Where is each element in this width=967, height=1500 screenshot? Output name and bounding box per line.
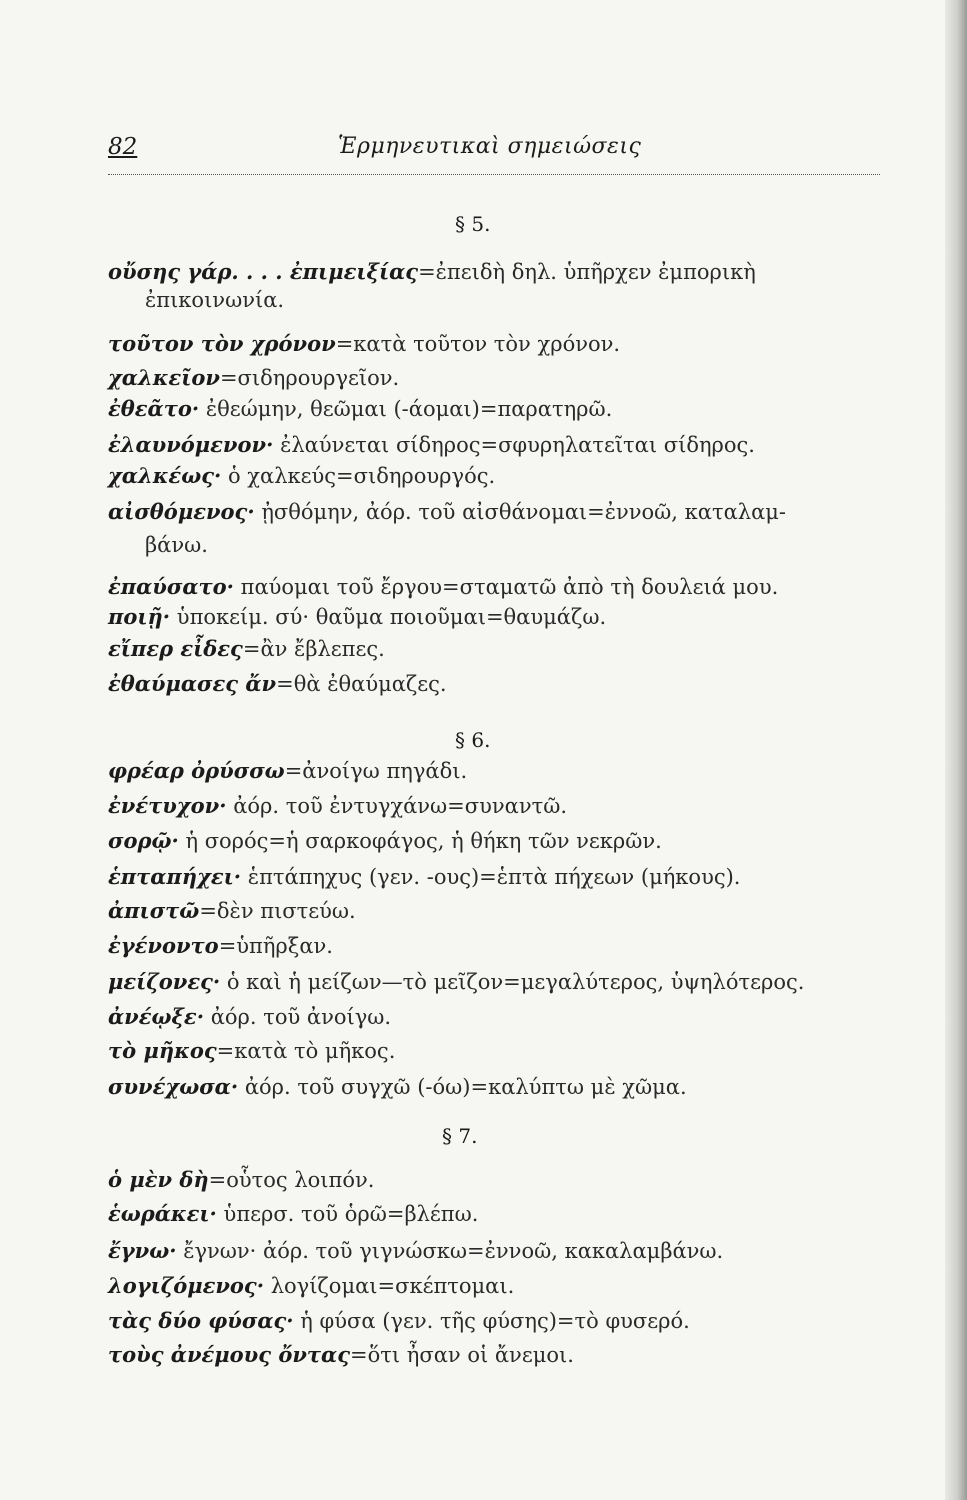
section-heading: § 6. bbox=[455, 728, 491, 752]
gloss-term: ποιῇ· bbox=[108, 604, 171, 629]
gloss-line bbox=[108, 603, 606, 631]
gloss-line bbox=[108, 1073, 687, 1101]
gloss-line bbox=[108, 863, 740, 891]
gloss-term: ἀπιστῶ bbox=[108, 898, 200, 923]
gloss-definition: ἔγνων· ἀόρ. τοῦ γιγνώσκω=ἐννοῶ, κακαλαμβάνω. bbox=[176, 1239, 724, 1263]
gloss-term: ἑπταπήχει· bbox=[108, 864, 242, 889]
page-edge-shadow bbox=[945, 0, 967, 1500]
gloss-line bbox=[108, 1200, 478, 1228]
gloss-line bbox=[108, 1341, 574, 1369]
gloss-definition: ὁ χαλκεύς=σιδηρουργός. bbox=[221, 464, 496, 488]
gloss-term: φρέαρ ὀρύσσω bbox=[108, 758, 285, 783]
gloss-definition: ἡ σορός=ἡ σαρκοφάγος, ἡ θήκη τῶν νεκρῶν. bbox=[178, 829, 662, 853]
gloss-line bbox=[108, 395, 612, 423]
gloss-definition: =σιδηρουργεῖον. bbox=[219, 366, 400, 390]
gloss-term: λογιζόμενος· bbox=[108, 1273, 265, 1298]
gloss-line bbox=[108, 1307, 690, 1335]
gloss-term: ἐνέτυχον· bbox=[108, 793, 227, 818]
gloss-definition: ἡ φύσα (γεν. τῆς φύσης)=τὸ φυσερό. bbox=[293, 1309, 690, 1333]
gloss-term: ἐλαυνόμενον· bbox=[108, 432, 274, 457]
gloss-definition: =δὲν πιστεύω. bbox=[199, 899, 356, 923]
gloss-term: μείζονες· bbox=[108, 969, 221, 994]
gloss-definition: ᾐσθόμην, ἀόρ. τοῦ αἰσθάνομαι=ἐννοῶ, καταλαμ- bbox=[254, 500, 786, 524]
gloss-line bbox=[108, 462, 495, 490]
gloss-line bbox=[108, 1237, 723, 1265]
gloss-term: τοὺς ἀνέμους ὄντας bbox=[108, 1342, 351, 1367]
gloss-term: τὰς δύο φύσας· bbox=[108, 1308, 294, 1333]
gloss-definition: =κατὰ τὸ μῆκος. bbox=[216, 1039, 396, 1063]
gloss-line bbox=[108, 1272, 514, 1300]
gloss-term: οὔσης γάρ. . . . ἐπιμειξίας bbox=[108, 259, 419, 284]
gloss-definition: λογίζομαι=σκέπτομαι. bbox=[264, 1274, 515, 1298]
gloss-term: χαλκεῖον bbox=[108, 365, 220, 390]
page-header bbox=[108, 126, 880, 175]
gloss-line bbox=[108, 364, 399, 392]
gloss-definition: ὁ καὶ ἡ μείζων—τὸ μεῖζον=μεγαλύτερος, ὑψηλότερος. bbox=[220, 970, 805, 994]
gloss-definition: παύομαι τοῦ ἔργου=σταματῶ ἀπὸ τὴ δουλειά μου. bbox=[233, 575, 779, 599]
gloss-line bbox=[145, 531, 208, 559]
gloss-line bbox=[108, 573, 778, 601]
gloss-line bbox=[108, 827, 662, 855]
page-number: 82 bbox=[108, 134, 138, 160]
gloss-term: ἐθαύμασες ἄν bbox=[108, 671, 277, 696]
gloss-line bbox=[108, 968, 804, 996]
gloss-definition: =οὗτος λοιπόν. bbox=[208, 1168, 375, 1192]
gloss-definition: =θὰ ἐθαύμαζες. bbox=[276, 672, 447, 696]
gloss-term: ἐπαύσατο· bbox=[108, 574, 234, 599]
gloss-definition: ἑπτάπηχυς (γεν. -ους)=ἑπτὰ πήχεων (μήκους). bbox=[241, 865, 741, 889]
gloss-line bbox=[108, 1003, 391, 1031]
gloss-definition: ἐθεώμην, θεῶμαι (-άομαι)=παρατηρῶ. bbox=[199, 397, 613, 421]
gloss-line bbox=[108, 498, 786, 526]
gloss-definition: ὑποκείμ. σύ· θαῦμα ποιοῦμαι=θαυμάζω. bbox=[170, 605, 607, 629]
gloss-definition: =ὅτι ἦσαν οἱ ἄνεμοι. bbox=[350, 1343, 574, 1367]
gloss-line bbox=[108, 1037, 395, 1065]
gloss-definition: =ἀνοίγω πηγάδι. bbox=[284, 759, 468, 783]
gloss-line bbox=[108, 330, 620, 358]
gloss-term: ἐγένοντο bbox=[108, 933, 219, 958]
gloss-line bbox=[108, 431, 755, 459]
gloss-line bbox=[108, 635, 385, 663]
gloss-definition: =ἐπειδὴ δηλ. ὑπῆρχεν ἐμπορικὴ bbox=[418, 260, 756, 284]
gloss-term: ὁ μὲν δὴ bbox=[108, 1167, 209, 1192]
gloss-term: τοῦτον τὸν χρόνον bbox=[108, 331, 336, 356]
section-heading: § 7. bbox=[442, 1124, 478, 1148]
gloss-definition: ἀόρ. τοῦ συγχῶ (-όω)=καλύπτω μὲ χῶμα. bbox=[238, 1075, 687, 1099]
gloss-term: χαλκέως· bbox=[108, 463, 222, 488]
gloss-line bbox=[108, 792, 567, 820]
gloss-definition: ὑπερσ. τοῦ ὁρῶ=βλέπω. bbox=[216, 1202, 479, 1226]
gloss-definition: ἐλαύνεται σίδηρος=σφυρηλατεῖται σίδηρος. bbox=[273, 433, 755, 457]
gloss-term: σορῷ· bbox=[108, 828, 179, 853]
gloss-term: τὸ μῆκος bbox=[108, 1038, 217, 1063]
gloss-line bbox=[108, 258, 756, 286]
gloss-term: ἀνέῳξε· bbox=[108, 1004, 205, 1029]
gloss-definition: =ἂν ἔβλεπες. bbox=[242, 637, 385, 661]
gloss-definition: =κατὰ τοῦτον τὸν χρόνον. bbox=[335, 332, 621, 356]
gloss-definition: ἐπικοινωνία. bbox=[145, 288, 285, 312]
gloss-term: εἴπερ εἶδες bbox=[108, 636, 243, 661]
section-heading: § 5. bbox=[455, 212, 491, 236]
gloss-term: αἰσθόμενος· bbox=[108, 499, 255, 524]
gloss-definition: ἀόρ. τοῦ ἐντυγχάνω=συναντῶ. bbox=[226, 794, 568, 818]
gloss-term: ἑωράκει· bbox=[108, 1201, 217, 1226]
gloss-line bbox=[108, 932, 333, 960]
gloss-term: ἔγνω· bbox=[108, 1238, 177, 1263]
gloss-definition: βάνω. bbox=[145, 533, 208, 557]
gloss-definition: =ὑπῆρξαν. bbox=[218, 934, 333, 958]
gloss-line bbox=[108, 1166, 374, 1194]
gloss-line bbox=[145, 286, 284, 314]
gloss-definition: ἀόρ. τοῦ ἀνοίγω. bbox=[204, 1005, 392, 1029]
running-title: Ἑρμηνευτικαὶ σημειώσεις bbox=[338, 134, 642, 159]
gloss-line bbox=[108, 670, 447, 698]
gloss-line bbox=[108, 897, 356, 925]
gloss-line bbox=[108, 757, 467, 785]
gloss-term: ἐθεᾶτο· bbox=[108, 396, 200, 421]
gloss-term: συνέχωσα· bbox=[108, 1074, 239, 1099]
